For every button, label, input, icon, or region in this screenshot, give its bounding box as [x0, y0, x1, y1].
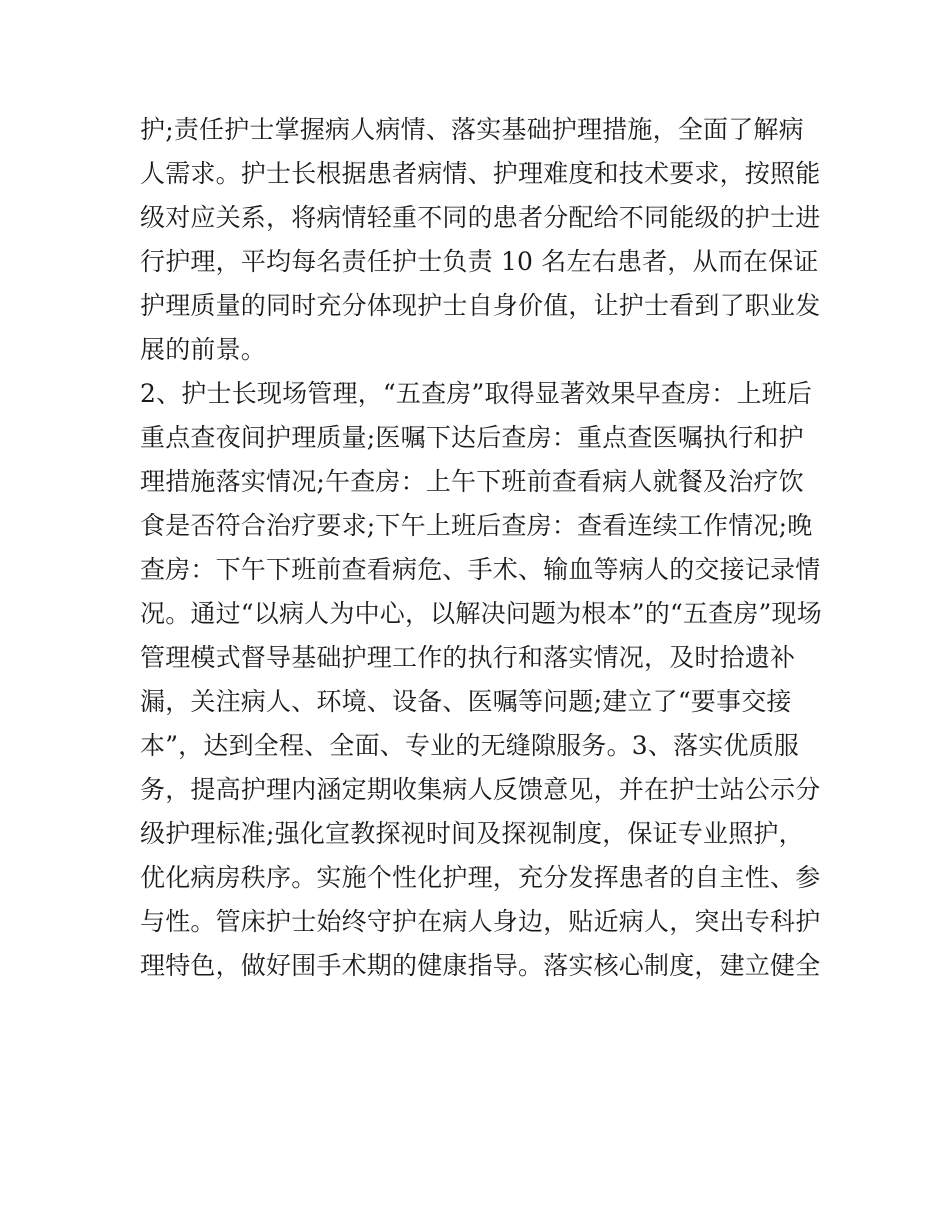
- text-line: 务，提高护理内涵定期收集病人反馈意见，并在护士站公示分: [140, 775, 821, 804]
- text-line: 展的前景。: [140, 335, 267, 364]
- text-line: 护理质量的同时充分体现护士自身价值，让护士看到了职业发: [140, 291, 821, 320]
- text-line: 护;责任护士掌握病人病情、落实基础护理措施，全面了解病: [140, 115, 804, 144]
- text-line: 查房：下午下班前查看病危、手术、输血等病人的交接记录情: [140, 555, 821, 584]
- text-line: 本”，达到全程、全面、专业的无缝隙服务。3、落实优质服: [140, 731, 800, 760]
- text-line: 理措施落实情况;午查房：上午下班前查看病人就餐及治疗饮: [140, 467, 804, 496]
- text-line: 况。通过“以病人为中心，以解决问题为根本”的“五查房”现场: [140, 599, 822, 628]
- text-line: 行护理，平均每名责任护士负责 10 名左右患者，从而在保证: [140, 247, 819, 276]
- text-line: 2、护士长现场管理，“五查房”取得显著效果早查房：上班后: [140, 379, 813, 408]
- text-line: 级护理标准;强化宣教探视时间及探视制度，保证专业照护，: [140, 819, 804, 848]
- text-line: 管理模式督导基础护理工作的执行和落实情况，及时拾遗补: [140, 643, 796, 672]
- text-line: 漏，关注病人、环境、设备、医嘱等问题;建立了“要事交接: [140, 687, 792, 716]
- text-line: 级对应关系，将病情轻重不同的患者分配给不同能级的护士进: [140, 203, 821, 232]
- text-line: 人需求。护士长根据患者病情、护理难度和技术要求，按照能: [140, 159, 821, 188]
- text-line: 优化病房秩序。实施个性化护理，充分发挥患者的自主性、参: [140, 863, 821, 892]
- body-text: [140, 108, 830, 988]
- text-line: 与性。管床护士始终守护在病人身边，贴近病人，突出专科护: [140, 907, 821, 936]
- text-line: 重点查夜间护理质量;医嘱下达后查房：重点查医嘱执行和护: [140, 423, 804, 452]
- text-line: 食是否符合治疗要求;下午上班后查房：查看连续工作情况;晚: [140, 511, 813, 540]
- text-line: 理特色，做好围手术期的健康指导。落实核心制度，建立健全: [140, 951, 821, 980]
